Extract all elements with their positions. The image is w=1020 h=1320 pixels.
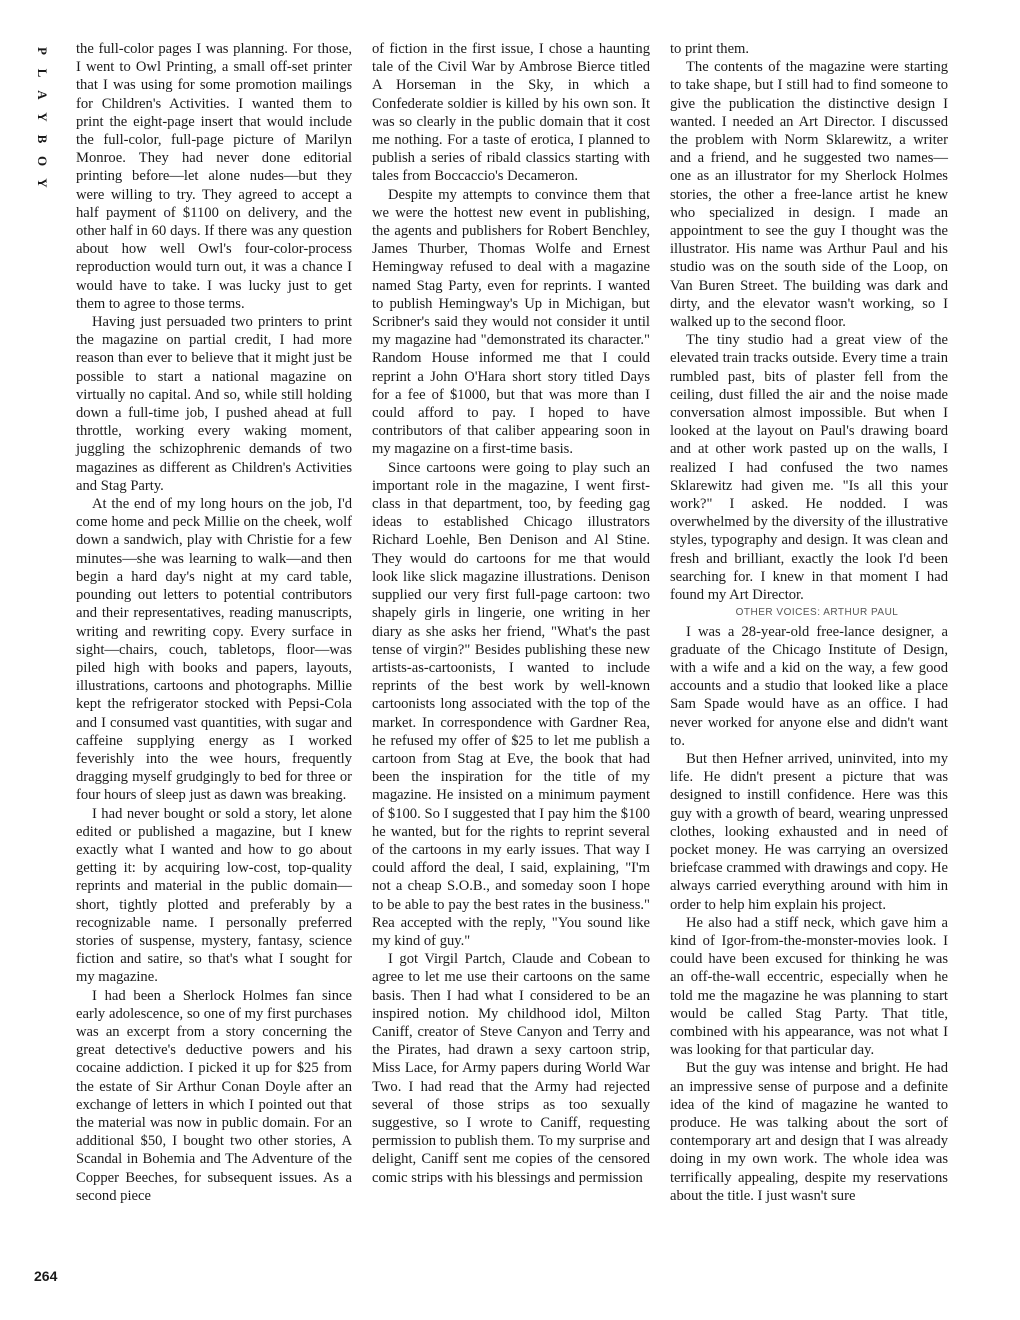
masthead-letter: Y (35, 178, 50, 188)
text-column-2 (372, 40, 650, 1187)
masthead-letter: O (35, 155, 50, 167)
page-number: 264 (34, 1268, 58, 1284)
masthead-letter: B (35, 134, 50, 144)
masthead-letter: A (35, 90, 50, 100)
text-column-3 (670, 40, 948, 1205)
paragraph: I had been a Sherlock Holmes fan since early adolescence, so one of my first purchases was an excerpt from a story concerning the great detective's deductive powers and his cocaine addiction. I picked it up for $25 from the estate of Sir Arthur Conan Doyle after an exchange of letters in which I pointed out that the material was now in public domain. For an additional $50, I bought two other stories, A Scandal in Bohemia and The Adventure of the Copper Beeches, for subsequent issues. As a second piece (76, 987, 352, 1204)
text-column-1 (76, 40, 352, 1205)
paragraph: Since cartoons were going to play such an important role in the magazine, I went first-class in that department, too, by feeding gag ideas to established Chicago illustrators Richard Loehle, Ben Denison and Al Stine. They would do cartoons for me that would look like slick magazine illustrations. Denison supplied our very first full-page cartoon: two shapely girls in lingerie, one writing in her diary as she asks her friend, "What's the past tense of virgin?" Besides publishing these new artists-as-cartoonists, I wanted to include reprints of the best work by well-known cartoonists long associated with the top of the market. In correspondence with Gardner Rea, he refused my offer of $25 to let me publish a cartoon from Stag at Eve, the book that had been the inspiration for the title of my magazine. He insisted on a minimum payment of $100. So I suggested that I pay him the $100 he wanted, but for the rights to reprint several of the cartoons in my early issues. That way I could afford the deal, I said, explaining, "I'm not a cheap S.O.B., and someday soon I hope to be able to pay the best rates in the business." Rea accepted with the reply, "You sound like my kind of guy." (372, 459, 650, 949)
paragraph: The tiny studio had a great view of the elevated train tracks outside. Every time a train rumbled past, bits of plaster fell from the ceiling, dust filled the air and the noise made conversation almost impossible. But when I looked at the layout on Paul's drawing board and at other work pasted up on the walls, I realized I had confused the two names Sklarewitz had given me. "Is all this your work?" I asked. He nodded. I was overwhelmed by the diversity of the illustrative styles, typography and design. It was clean and fresh and brilliant, exactly the look I'd been searching for. I knew in that moment I had found my Art Director. (670, 332, 948, 604)
masthead-letter: L (35, 68, 50, 78)
paragraph: Despite my attempts to convince them that we were the hottest new event in publishing, the agents and publishers for Robert Benchley, James Thurber, Thomas Wolfe and Ernest Hemingway refused to deal with a magazine named Stag Party, even for reprints. I wanted to publish Hemingway's Up in Michigan, but Scribner's said they would not consider it until my magazine had "demonstrated its character." Random House informed me that I could reprint a John O'Hara short story titled Days for a fee of $1000, but that was more than I could afford to pay. I hoped to have contributors of that caliber appearing soon in my magazine on a first-time basis. (372, 186, 650, 458)
paragraph: He also had a stiff neck, which gave him a kind of Igor-from-the-monster-movies look. I could have been excused for thinking he was an off-the-wall eccentric, especially when he told me the magazine he was planning to start would be called Stag Party. That title, combined with his appearance, was not what I was looking for that particular day. (670, 914, 948, 1059)
paragraph: I got Virgil Partch, Claude and Cobean to agree to let me use their cartoons on the same basis. Then I had what I considered to be an inspired notion. My childhood idol, Milton Caniff, creator of Steve Canyon and Terry and the Pirates, had drawn a sexy cartoon strip, Miss Lace, for Army papers during World War Two. I had read that the Army had rejected several of those strips as too sexually suggestive, so I wrote to Caniff, requesting permission to publish them. To my surprise and delight, Caniff sent me copies of the censored comic strips with his blessings and permission (372, 951, 650, 1186)
paragraph: Having just persuaded two printers to print the magazine on partial credit, I had more reason than ever to believe that it might just be possible to start a national magazine on virtually no capital. And so, while still holding down a full-time job, I pushed ahead at full throttle, working every waking moment, juggling the schizophrenic demands of two magazines as different as Children's Activities and Stag Party. (76, 314, 352, 494)
paragraph: But then Hefner arrived, uninvited, into my life. He didn't present a picture that was designed to instill confidence. Here was this guy with a growth of beard, wearing unpressed clothes, looking exhausted and in need of pocket money. He was carrying an oversized briefcase crammed with drawings and copy. He always carried everything around with him in order to help him explain his project. (670, 750, 948, 913)
masthead-letter: P (35, 47, 50, 55)
paragraph: I was a 28-year-old free-lance designer, a graduate of the Chicago Institute of Design, with a wife and a kid on the way, a few good accounts and a studio that looked like a place Sam Spade would have as an office. I had never worked for anyone else and didn't want to. (670, 623, 948, 749)
masthead-vertical (34, 40, 50, 194)
paragraph: But the guy was intense and bright. He had an impressive sense of purpose and a definite idea of the kind of magazine he wanted to produce. He was talking about the sort of contemporary art and design that I was already doing in my own work. The whole idea was terrifically appealing, despite my reservations about the title. I just wasn't sure (670, 1060, 948, 1204)
paragraph: of fiction in the first issue, I chose a haunting tale of the Civil War by Ambrose Bierce titled A Horseman in the Sky, in which a Confederate soldier is killed by his own son. It was so clearly in the public domain that it cost me nothing. For a taste of erotica, I planned to publish a series of ribald classics starting with tales from Boccaccio's Decameron. (372, 41, 650, 185)
paragraph: The contents of the magazine were starting to take shape, but I still had to find someone to give the publication the distinctive design I wanted. I needed an Art Director. I discussed the problem with Norm Sklarewitz, a writer and a friend, and he suggested two names—one as an illustrator for my Sherlock Holmes stories, the other a free-lance artist he knew who specialized in design. I made an appointment to see the guy I thought was the illustrator. His name was Arthur Paul and his studio was on the south side of the Loop, on Van Buren Street. The building was dark and dirty, and the elevator wasn't working, so I walked up to the second floor. (670, 59, 948, 331)
paragraph: to print them. (670, 41, 750, 57)
paragraph: the full-color pages I was planning. For those, I went to Owl Printing, a small off-set printer that I was using for some promotion mailings for Children's Activities. I wanted them to print the eight-page insert that would include the full-color, full-page picture of Marilyn Monroe. They had never done editorial printing before—let alone nudes—but they were willing to try. They agreed to accept a half payment of $1100 on delivery, and the other half in 60 days. If there was any question about how well Owl's four-color-process reproduction would turn out, it was a chance I would have to take. I was lucky just to get them to agree to those terms. (76, 41, 352, 312)
section-subheading: OTHER VOICES: ARTHUR PAUL (735, 607, 899, 619)
paragraph: At the end of my long hours on the job, I'd come home and peck Millie on the cheek, wolf down a sandwich, play with Christie for a few minutes—she was learning to walk—and then begin a hard day's night at my card table, pounding out letters to potential contributors and their representatives, reading manuscripts, writing and rewriting copy. Every surface in sight—chairs, couch, tabletops, floor—was piled high with books and papers, layouts, illustrations, cartoons and photographs. Millie kept the refrigerator stocked with Pepsi-Cola and I consumed vast quantities, with sugar and caffeine supplying energy as I worked feverishly into the wee hours, frequently dragging myself grudgingly to bed for three or four hours of sleep just as dawn was breaking. (76, 496, 352, 804)
masthead-letter: Y (35, 112, 50, 122)
paragraph: I had never bought or sold a story, let alone edited or published a magazine, but I knew exactly what I wanted and how to go about getting it: by acquiring low-cost, top-quality reprints and material in the public domain—short, tightly plotted and preferably by a recognizable name. I personally preferred stories of suspense, mystery, fantasy, science fiction and satire, so that's what I sought for my magazine. (76, 805, 352, 986)
